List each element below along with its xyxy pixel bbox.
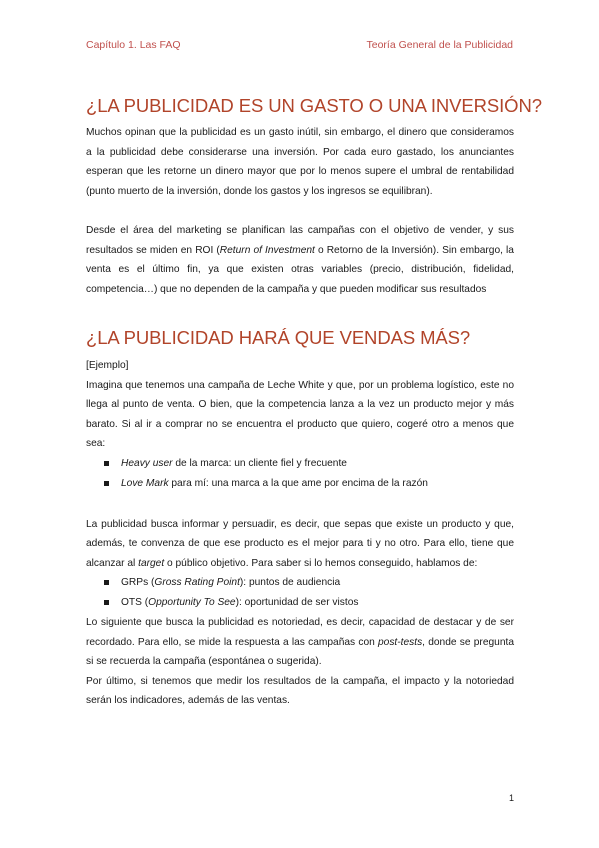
paragraph: Muchos opinan que la publicidad es un gasto inútil, sin embargo, el dinero que consideramos a la publicidad debe considerarse una inversión. Por cada euro gastado, los anunciantes esperan que les retorne un dinero mayor que por lo menos supere el umbral de rentabilidad (punto muerto de la inversión, donde los gastos y los ingresos se equilibran). [86, 127, 514, 197]
list-item: Heavy user de la marca: un cliente fiel y frecuente [86, 454, 514, 474]
page-number: 1 [509, 793, 515, 803]
section-2 [86, 327, 514, 349]
paragraph: Lo siguiente que busca la publicidad es notoriedad, es decir, capacidad de destacar y de ser recordado. Para ello, se mide la respuesta a las campañas con post-tests, donde se pregunta si se recuerda la campaña (espontánea o sugerida). [86, 617, 514, 667]
header-chapter: Capítulo 1. Las FAQ [86, 39, 181, 51]
header-book-title: Teoría General de la Publicidad [366, 39, 513, 51]
bullet-list [86, 454, 514, 494]
section-2-heading: ¿LA PUBLICIDAD HARÁ QUE VENDAS MÁS? [86, 327, 471, 348]
section-1-body [86, 123, 514, 299]
list-item: Love Mark para mí: una marca a la que ame por encima de la razón [86, 474, 514, 494]
section-2-body [86, 356, 514, 711]
section-1-heading: ¿LA PUBLICIDAD ES UN GASTO O UNA INVERSIÓN? [86, 95, 542, 116]
paragraph: La publicidad busca informar y persuadir, es decir, que sepas que existe un producto y que, además, te convenza de que ese producto es el mejor para ti y no otro. Para ello, tiene que alcanzar al target o público objetivo. Para saber si lo hemos conseguido, hablamos de: [86, 518, 514, 569]
bullet-icon [104, 580, 109, 585]
list-item: OTS (Opportunity To See): oportunidad de ser vistos [86, 593, 514, 613]
paragraph: Desde el área del marketing se planifican las campañas con el objetivo de vender, y sus resultados se miden en ROI (Return of Investment o Retorno de la Inversión). Sin embargo, la venta es el último fin, ya que existen otras variables (precio, distribución, fidelidad, competencia…) que no dependen de la campaña y que pueden modificar sus resultados [86, 225, 514, 295]
bullet-icon [104, 481, 109, 486]
list-item: GRPs (Gross Rating Point): puntos de audiencia [86, 573, 514, 593]
paragraph: Por último, si tenemos que medir los resultados de la campaña, el impacto y la notoriedad serán los indicadores, además de las ventas. [86, 675, 514, 706]
bullet-icon [104, 461, 109, 466]
example-label: [Ejemplo] [86, 360, 129, 371]
bullet-icon [104, 600, 109, 605]
bullet-list [86, 573, 514, 613]
section-1 [86, 95, 542, 117]
paragraph: Imagina que tenemos una campaña de Leche White y que, por un problema logístico, este no llega al punto de venta. O bien, que la competencia lanza a la vez un producto mejor y más barato. Si al ir a comprar no se encuentra el producto que quiero, cogeré otro a menos que sea: [86, 379, 514, 449]
